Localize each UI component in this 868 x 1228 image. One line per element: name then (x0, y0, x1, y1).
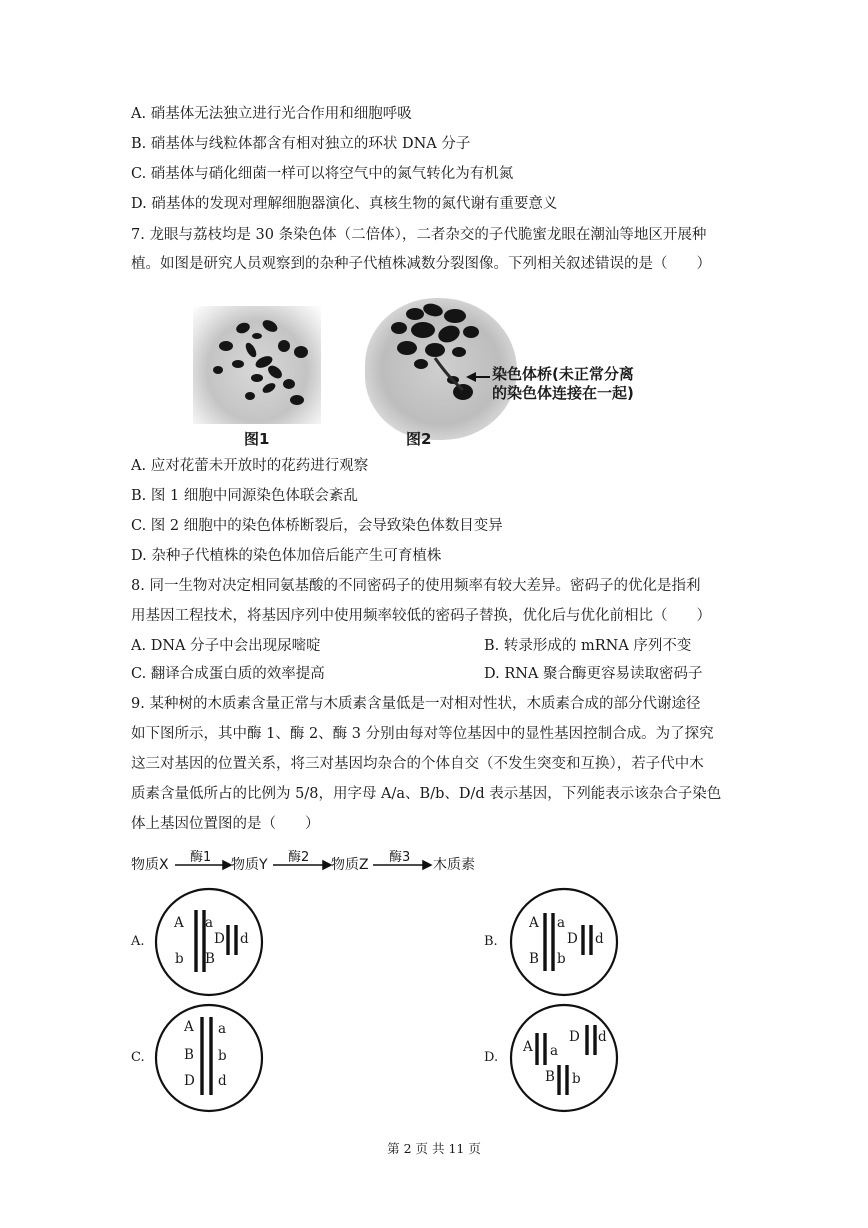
allele-label: a (218, 1021, 227, 1037)
figure-1-label: 图1 (244, 430, 270, 448)
allele-label: d (595, 931, 604, 947)
q9-stem-line1: 9. 某种树的木质素含量正常与木质素含量低是一对相对性状，木质素合成的部分代谢途径 (131, 696, 701, 712)
bridge-annotation-line2: 的染色体连接在一起) (492, 384, 634, 402)
q7-option-c: C. 图 2 细胞中的染色体桥断裂后，会导致染色体数目变异 (131, 518, 503, 534)
substance-z: 物质Z (331, 857, 369, 873)
q9-option-c-letter: C. (131, 1050, 145, 1065)
q6-option-b: B. 硝基体与线粒体都含有相对独立的环状 DNA 分子 (131, 136, 471, 152)
q9-option-a-letter: A. (131, 934, 145, 949)
page-footer: 第 2 页 共 11 页 (387, 1141, 481, 1156)
q8-stem-line1: 8. 同一生物对决定相同氨基酸的不同密码子的使用频率有较大差异。密码子的优化是指利 (131, 578, 701, 594)
allele-label: B (529, 951, 539, 967)
allele-label: d (240, 931, 249, 947)
allele-label: a (557, 915, 566, 931)
q9-stem-line4: 质素含量低所占的比例为 5/8，用字母 A/a、B/b、D/d 表示基因，下列能表示该杂合子染色 (131, 786, 722, 802)
allele-label: D (569, 1029, 580, 1045)
allele-label: D (184, 1073, 195, 1089)
q8-option-d: D. RNA 聚合酶更容易读取密码子 (484, 666, 703, 682)
allele-label: D (214, 931, 225, 947)
q7-option-d: D. 杂种子代植株的染色体加倍后能产生可育植株 (131, 548, 442, 564)
allele-label: b (175, 951, 184, 967)
allele-label: a (550, 1043, 559, 1059)
allele-label: b (572, 1071, 581, 1087)
q8-stem-line2: 用基因工程技术，将基因序列中使用频率较低的密码子替换，优化后与优化前相比（ ） (131, 608, 711, 624)
q7-stem-line1: 7. 龙眼与荔枝均是 30 条染色体（二倍体），二者杂交的子代脆蜜龙眼在潮汕等地区开展种 (131, 227, 707, 243)
q6-option-d: D. 硝基体的发现对理解细胞器演化、真核生物的氮代谢有重要意义 (131, 196, 558, 212)
q9-option-d-letter: D. (484, 1050, 499, 1065)
cell-diagram-c (154, 1003, 264, 1113)
allele-label: D (567, 931, 578, 947)
allele-label: d (218, 1073, 227, 1089)
q8-option-c: C. 翻译合成蛋白质的效率提高 (131, 666, 325, 682)
q9-stem-line3: 这三对基因的位置关系，将三对基因均杂合的个体自交（不发生突变和互换），若子代中木 (131, 756, 704, 772)
cell-diagram-a (154, 887, 264, 997)
allele-label: a (205, 915, 214, 931)
allele-label: B (205, 951, 215, 967)
substance-y: 物质Y (231, 857, 268, 873)
q7-option-a: A. 应对花蕾未开放时的花药进行观察 (131, 458, 369, 474)
q9-metabolic-pathway (131, 846, 491, 876)
enzyme-3-label: 酶3 (389, 850, 411, 865)
q8-option-b: B. 转录形成的 mRNA 序列不变 (484, 638, 692, 654)
cell-d-chromosomes (509, 1003, 619, 1113)
enzyme-2-label: 酶2 (288, 850, 310, 865)
allele-label: B (184, 1047, 194, 1063)
bridge-annotation-line1: 染色体桥(未正常分离 (492, 365, 634, 383)
allele-label: A (174, 915, 184, 931)
allele-label: A (529, 915, 539, 931)
allele-label: A (523, 1039, 533, 1055)
allele-label: b (557, 951, 566, 967)
q6-option-a: A. 硝基体无法独立进行光合作用和细胞呼吸 (131, 106, 412, 122)
q7-stem-line2: 植。如图是研究人员观察到的杂种子代植株减数分裂图像。下列相关叙述错误的是（ ） (131, 256, 711, 272)
cell-diagram-b (509, 887, 619, 997)
lignin: 木质素 (433, 857, 475, 873)
cell-c-chromosomes (154, 1003, 264, 1113)
figure-2-label: 图2 (406, 430, 432, 448)
allele-label: b (218, 1048, 227, 1064)
q6-option-c: C. 硝基体与硝化细菌一样可以将空气中的氮气转化为有机氮 (131, 166, 514, 182)
substance-x: 物质X (131, 857, 169, 873)
allele-label: B (545, 1069, 555, 1085)
allele-label: A (184, 1019, 194, 1035)
q9-stem-line5: 体上基因位置图的是（ ） (131, 816, 320, 832)
cell-diagram-d (509, 1003, 619, 1113)
allele-label: d (598, 1029, 607, 1045)
q8-option-a: A. DNA 分子中会出现尿嘧啶 (131, 638, 321, 654)
q9-option-b-letter: B. (484, 934, 498, 949)
q7-option-b: B. 图 1 细胞中同源染色体联会紊乱 (131, 488, 358, 504)
enzyme-1-label: 酶1 (190, 850, 212, 865)
q9-stem-line2: 如下图所示，其中酶 1、酶 2、酶 3 分别由每对等位基因中的显性基因控制合成。为了探究 (131, 726, 714, 742)
q7-micrograph-figure (190, 296, 690, 456)
